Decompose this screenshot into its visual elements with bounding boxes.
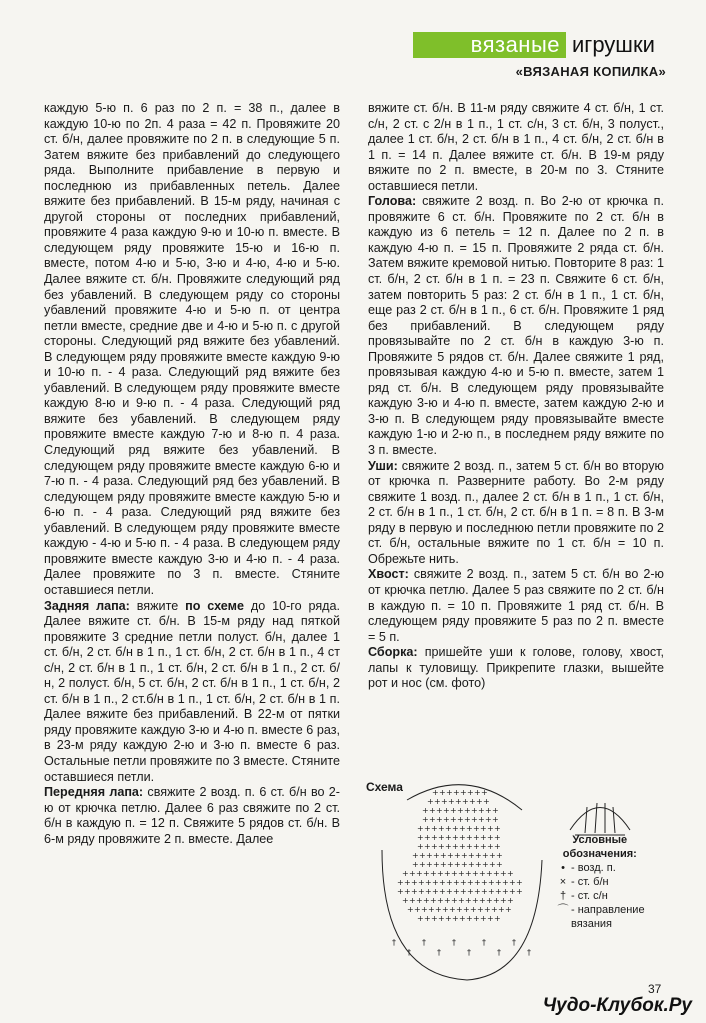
- stitch-mark: +: [453, 878, 460, 887]
- stitch-mark: +: [471, 806, 478, 815]
- stitch-mark: †: [512, 938, 516, 947]
- stitch-mark: +: [448, 797, 455, 806]
- stitch-mark: +: [473, 914, 480, 923]
- stitch-mark: +: [439, 788, 446, 797]
- stitch-mark: +: [484, 905, 491, 914]
- stitch-mark: +: [469, 797, 476, 806]
- stitch-mark: †: [437, 948, 441, 957]
- stitch-mark: +: [494, 833, 501, 842]
- stitch-mark: +: [424, 824, 431, 833]
- stitch-mark: †: [497, 948, 501, 957]
- stitch-mark: +: [446, 878, 453, 887]
- stitch-mark: +: [466, 833, 473, 842]
- stitch-mark: +: [439, 878, 446, 887]
- stitch-mark: +: [485, 815, 492, 824]
- stitch-mark: +: [397, 887, 404, 896]
- stitch-mark: +: [445, 914, 452, 923]
- stitch-mark: +: [507, 869, 514, 878]
- paragraph-back-paw: [44, 599, 340, 786]
- stitch-mark: +: [487, 833, 494, 842]
- stitch-mark: +: [402, 869, 409, 878]
- stitch-mark: +: [498, 905, 505, 914]
- stitch-mark: †: [407, 948, 411, 957]
- stitch-mark: +: [412, 860, 419, 869]
- stitch-mark: +: [404, 878, 411, 887]
- stitch-mark: +: [429, 806, 436, 815]
- stitch-mark: +: [417, 833, 424, 842]
- section-header-left: вязаные: [413, 32, 566, 58]
- front-paw-label: Передняя лапа:: [44, 785, 144, 800]
- stitch-mark: +: [476, 797, 483, 806]
- stitch-mark: +: [439, 887, 446, 896]
- stitch-mark: +: [451, 869, 458, 878]
- stitch-mark: +: [486, 869, 493, 878]
- stitch-mark: +: [454, 851, 461, 860]
- paragraph-front-paw: [44, 785, 340, 847]
- stitch-mark: +: [412, 851, 419, 860]
- stitch-mark: +: [426, 860, 433, 869]
- scheme-legend: [555, 833, 645, 931]
- stitch-mark: +: [431, 914, 438, 923]
- stitch-mark: +: [479, 869, 486, 878]
- stitch-mark: †: [452, 938, 456, 947]
- stitch-mark: +: [453, 887, 460, 896]
- stitch-mark: +: [417, 842, 424, 851]
- stitch-mark: +: [447, 851, 454, 860]
- direction-arrow-icon: ⌒: [557, 904, 569, 916]
- stitch-mark: +: [422, 815, 429, 824]
- stitch-mark: +: [495, 887, 502, 896]
- stitch-mark: +: [438, 824, 445, 833]
- stitch-mark: +: [440, 851, 447, 860]
- stitch-mark: +: [441, 797, 448, 806]
- stitch-mark: +: [473, 842, 480, 851]
- stitch-mark: +: [465, 896, 472, 905]
- stitch-mark: +: [451, 896, 458, 905]
- stitch-mark: +: [431, 842, 438, 851]
- front-paw-text: свяжите 2 возд. п. 6 ст. б/н во 2-ю от крючка петлю. Далее 6 раз свяжите по 2 ст. б/н в каждую п. = 12 п. Свяжите 5 рядов ст. б/н. В 6-м ряду провяжите 2 п. вместе. Далее: [44, 785, 341, 846]
- stitch-mark: +: [473, 824, 480, 833]
- legend-row-chain: [555, 861, 645, 875]
- stitch-mark: +: [450, 806, 457, 815]
- stitch-mark: +: [507, 896, 514, 905]
- stitch-mark: +: [430, 896, 437, 905]
- stitch-mark: +: [487, 842, 494, 851]
- stitch-mark: +: [409, 896, 416, 905]
- stitch-mark: +: [463, 905, 470, 914]
- stitch-mark: +: [489, 851, 496, 860]
- stitch-mark: +: [437, 896, 444, 905]
- stitch-mark: +: [446, 788, 453, 797]
- stitch-mark: +: [397, 878, 404, 887]
- stitch-mark: +: [438, 914, 445, 923]
- stitch-mark: +: [456, 905, 463, 914]
- stitch-mark: +: [433, 860, 440, 869]
- legend-row-direction: [555, 903, 645, 917]
- stitch-mark: +: [433, 851, 440, 860]
- assembly-text: пришейте уши к голове, голову, хвост, лапы к туловищу. Прикрепите глазки, вышейте рот и нос (см. фото): [368, 645, 664, 691]
- stitch-mark: +: [461, 851, 468, 860]
- stitch-mark: +: [516, 878, 523, 887]
- stitch-mark: +: [488, 887, 495, 896]
- stitch-mark: +: [458, 869, 465, 878]
- stitch-mark: +: [447, 860, 454, 869]
- stitch-mark: +: [475, 851, 482, 860]
- stitch-mark: +: [471, 815, 478, 824]
- stitch-mark: †: [527, 948, 531, 957]
- stitch-mark: +: [474, 878, 481, 887]
- stitch-mark: +: [417, 914, 424, 923]
- stitch-mark: +: [436, 806, 443, 815]
- double-crochet-icon: †: [559, 890, 567, 902]
- stitch-mark: +: [445, 833, 452, 842]
- stitch-mark: +: [496, 860, 503, 869]
- stitch-mark: +: [438, 842, 445, 851]
- stitch-mark: +: [459, 833, 466, 842]
- stitch-mark: +: [428, 905, 435, 914]
- stitch-mark: +: [489, 860, 496, 869]
- paragraph-tail: [368, 567, 664, 645]
- stitch-mark: +: [500, 896, 507, 905]
- stitch-mark: +: [495, 878, 502, 887]
- stitch-mark: +: [423, 869, 430, 878]
- stitch-mark: +: [422, 806, 429, 815]
- stitch-mark: +: [472, 869, 479, 878]
- stitch-mark: +: [464, 806, 471, 815]
- stitch-mark: +: [494, 824, 501, 833]
- legend-row-sc: [555, 875, 645, 889]
- stitch-mark: +: [481, 887, 488, 896]
- stitch-mark: +: [431, 824, 438, 833]
- stitch-mark: +: [460, 887, 467, 896]
- paragraph-front-paw-continued: вяжите ст. б/н. В 11-м ряду свяжите 4 ст. б/н, 1 ст. с/н, 2 ст. с 2/н в 1 п., 1 ст. с/н, 3 ст. б/н, 3 полуст., далее 1 ст. б/н, 2 ст. б/н в 1 п., 4 ст. б/н, 2 ст. б/н в 1 п. = 14 п. Далее вяжите ст. б/н. В 19-м ряду вяжите по 2 п. вместе, в 20-м по 3. Стяните оставшиеся петли.: [368, 101, 664, 193]
- stitch-mark: +: [416, 869, 423, 878]
- stitch-mark: †: [482, 938, 486, 947]
- stitch-mark: +: [402, 896, 409, 905]
- paragraph-head: [368, 194, 664, 458]
- stitch-mark: +: [440, 860, 447, 869]
- stitch-mark: +: [500, 869, 507, 878]
- stitch-mark: +: [457, 806, 464, 815]
- stitch-mark: +: [411, 887, 418, 896]
- stitch-mark: +: [443, 815, 450, 824]
- stitch-mark: +: [442, 905, 449, 914]
- stitch-mark: +: [414, 905, 421, 914]
- stitch-mark: +: [445, 842, 452, 851]
- stitch-mark: +: [429, 815, 436, 824]
- legend-text-dc: - ст. с/н: [571, 890, 608, 902]
- stitch-mark: +: [467, 887, 474, 896]
- stitch-mark: +: [480, 914, 487, 923]
- stitch-mark: +: [432, 887, 439, 896]
- stitch-mark: +: [485, 806, 492, 815]
- stitch-mark: +: [488, 878, 495, 887]
- stitch-mark: +: [496, 851, 503, 860]
- stitch-mark: +: [427, 797, 434, 806]
- stitch-mark: +: [458, 896, 465, 905]
- head-label: Голова:: [368, 194, 417, 209]
- assembly-label: Сборка:: [368, 645, 418, 660]
- stitch-mark: +: [494, 914, 501, 923]
- legend-text-direction-2: вязания: [571, 918, 613, 930]
- stitch-mark: +: [418, 887, 425, 896]
- stitch-mark: +: [425, 878, 432, 887]
- stitch-mark: +: [430, 869, 437, 878]
- chain-stitch-icon: •: [561, 862, 565, 874]
- legend-title-1: Условные: [572, 834, 628, 846]
- stitch-mark: +: [478, 806, 485, 815]
- stitch-mark: +: [477, 905, 484, 914]
- legend-text-chain: - возд. п.: [571, 862, 616, 874]
- stitch-mark: +: [492, 806, 499, 815]
- stitch-mark: +: [461, 860, 468, 869]
- stitch-mark: +: [494, 842, 501, 851]
- stitch-mark: +: [473, 833, 480, 842]
- text-column-right: [368, 101, 664, 692]
- stitch-mark: †: [392, 938, 396, 947]
- scheme-label: Схема: [366, 780, 403, 794]
- stitch-mark: +: [431, 833, 438, 842]
- stitch-mark: +: [424, 914, 431, 923]
- stitch-mark: +: [450, 815, 457, 824]
- text-column-left: [44, 101, 340, 847]
- stitch-mark: +: [459, 842, 466, 851]
- stitch-mark: +: [454, 860, 461, 869]
- stitch-mark: +: [438, 833, 445, 842]
- stitch-mark: +: [466, 842, 473, 851]
- stitch-mark: +: [516, 887, 523, 896]
- ears-label: Уши:: [368, 458, 398, 473]
- stitch-mark: +: [460, 788, 467, 797]
- stitch-mark: +: [409, 869, 416, 878]
- tail-label: Хвост:: [368, 567, 409, 582]
- stitch-mark: +: [432, 878, 439, 887]
- stitch-mark: +: [455, 797, 462, 806]
- stitch-mark: +: [493, 896, 500, 905]
- legend-row-dc: [555, 889, 645, 903]
- stitch-mark: +: [509, 878, 516, 887]
- tail-text: свяжите 2 возд. п., затем 5 ст. б/н во 2-ю от крючка петлю. Далее 5 раз свяжите по 2 ст. б/н в каждую п. = 10 п. Провяжите 1 ряд ст. б/н. В следующем ряду провяжите 5 раз по 2 п. вместе = 5 п.: [368, 567, 664, 644]
- stitch-mark: +: [404, 887, 411, 896]
- paragraph-ears: [368, 459, 664, 568]
- stitch-mark: +: [453, 788, 460, 797]
- stitch-mark: +: [452, 833, 459, 842]
- stitch-mark: +: [475, 860, 482, 869]
- stitch-mark: +: [482, 860, 489, 869]
- stitch-mark: +: [474, 788, 481, 797]
- stitch-mark: +: [470, 905, 477, 914]
- stitch-mark: +: [480, 842, 487, 851]
- section-header: [413, 32, 706, 58]
- stitch-mark: +: [426, 851, 433, 860]
- stitch-mark: +: [466, 914, 473, 923]
- stitch-mark: +: [443, 806, 450, 815]
- back-paw-text-a: вяжите: [129, 598, 186, 613]
- back-paw-scheme-ref: по схеме: [185, 598, 244, 613]
- stitch-mark: +: [449, 905, 456, 914]
- stitch-mark: +: [424, 833, 431, 842]
- head-text: свяжите 2 возд. п. Во 2-ю от крючка п. провяжите 6 ст. б/н. Провяжите по 2 ст. б/н в каждую из 6 петель = 12 п. Далее по 2 п. в каждую 4-ю п. = 15 п. Провяжите 2 ряда ст. б/н. Затем вяжите кремовой нитью. Повторите 8 раз: 1 ст. б/н, 2 ст. б/н в 1 п. = 23 п. Свяжите 6 ст. б/н, затем повторить 5 раз: 2 ст. б/н в 1 п., 1 ст. б/н, еще раз 2 ст. б/н в 1 п., 6 ст. б/н. Провяжите 1 ряд без прибавлений. В следующем ряду провязывайте по 2 ст. б/н в каждую 3-ю п. Провяжите 5 рядов ст. б/н. Далее свяжите 1 ряд, провязывая каждую 4-ю и 5-ю п. вместе, затем 1 ряд ст. б/н. В следующем ряду провязывайте каждую 3-ю и 4-ю п. вместе, затем каждую 2-ю и 3-ю п. В следующем ряду провязывайте вместе каждую 1-ю и 2-ю п., в последнем ряду вяжите по 3 п. вместе.: [368, 194, 664, 458]
- stitch-mark: +: [462, 797, 469, 806]
- stitch-mark: +: [467, 788, 474, 797]
- stitch-mark: +: [416, 896, 423, 905]
- legend-text-direction: - направление: [571, 904, 645, 916]
- stitch-mark: +: [419, 860, 426, 869]
- stitch-mark: +: [493, 869, 500, 878]
- stitch-mark: +: [487, 824, 494, 833]
- back-paw-text-b: до 10-го ряда. Далее вяжите ст. б/н. В 15-м ряду над пяткой провяжите 3 средние петли полуст. б/н, далее 1 ст. б/н, 2 ст. б/н в 1 п., 1 ст. б/н, 2 ст. б/н в 1 п., 4 ст с/н, 2 ст. б/н в 1 п., 1 ст. б/н, 2 ст. б/н в 1 п., 2 ст. б/н, 2 полуст. б/н, 5 ст. б/н, 2 ст. б/н в 1 п., 1 ст. б/н, 2 ст. б/н в 1 п., 2 ст.б/н в 1 п., 1 ст. б/н, 2 ст. б/н в 1 п. Далее вяжите без прибавлений. В 22-м от пятки ряду провяжите каждую 3-ю и 4-ю п. вместе 6 раз, в 23-м ряду каждую 2-ю и 3-ю п. вместе 6 раз. Остальные петли провяжите по 3 вместе. Стяните оставшиеся петли.: [44, 598, 340, 784]
- stitch-mark: +: [480, 824, 487, 833]
- stitch-mark: +: [437, 869, 444, 878]
- legend-title-2: обозначения:: [562, 848, 637, 860]
- stitch-mark: +: [472, 896, 479, 905]
- stitch-mark: +: [445, 824, 452, 833]
- legend-text-sc: - ст. б/н: [571, 876, 609, 888]
- stitch-mark: +: [464, 815, 471, 824]
- stitch-mark: +: [418, 878, 425, 887]
- stitch-mark: +: [502, 878, 509, 887]
- stitch-mark: +: [478, 815, 485, 824]
- stitch-mark: +: [452, 842, 459, 851]
- stitch-mark: +: [502, 887, 509, 896]
- stitch-mark: +: [491, 905, 498, 914]
- page-number: 37: [648, 982, 662, 996]
- section-header-right: игрушки: [572, 32, 655, 57]
- stitch-mark: +: [486, 896, 493, 905]
- stitch-mark: +: [419, 851, 426, 860]
- stitch-mark: +: [435, 905, 442, 914]
- stitch-mark: +: [411, 878, 418, 887]
- stitch-mark: +: [421, 905, 428, 914]
- stitch-mark: +: [480, 833, 487, 842]
- stitch-mark: +: [407, 905, 414, 914]
- stitch-mark: +: [466, 824, 473, 833]
- stitch-mark: +: [505, 905, 512, 914]
- stitch-mark: +: [482, 851, 489, 860]
- stitch-mark: +: [446, 887, 453, 896]
- stitch-mark: +: [483, 797, 490, 806]
- stitch-mark: +: [452, 914, 459, 923]
- single-crochet-icon: ×: [559, 876, 567, 888]
- stitch-mark: +: [425, 887, 432, 896]
- stitch-mark: +: [474, 887, 481, 896]
- stitch-mark: +: [432, 788, 439, 797]
- stitch-mark: +: [468, 860, 475, 869]
- stitch-mark: +: [436, 815, 443, 824]
- stitch-mark: +: [459, 824, 466, 833]
- article-subtitle: «ВЯЗАНАЯ КОПИЛКА»: [515, 64, 666, 79]
- stitch-mark: +: [509, 887, 516, 896]
- stitch-mark: +: [423, 896, 430, 905]
- stitch-mark: +: [417, 824, 424, 833]
- crochet-scheme-diagram: [372, 770, 552, 985]
- stitch-mark: +: [424, 842, 431, 851]
- stitch-mark: +: [481, 878, 488, 887]
- stitch-mark: +: [459, 914, 466, 923]
- site-watermark: Чудо-Клубок.Ру: [542, 995, 692, 1016]
- paragraph-assembly: [368, 645, 664, 692]
- stitch-mark: +: [460, 878, 467, 887]
- stitch-mark: +: [457, 815, 464, 824]
- stitch-mark: +: [479, 896, 486, 905]
- stitch-mark: +: [465, 869, 472, 878]
- stitch-mark: +: [492, 815, 499, 824]
- stitch-mark: +: [487, 914, 494, 923]
- stitch-mark: +: [452, 824, 459, 833]
- back-paw-label: Задняя лапа:: [44, 598, 130, 613]
- stitch-mark: +: [481, 788, 488, 797]
- stitch-mark: †: [422, 938, 426, 947]
- stitch-mark: +: [434, 797, 441, 806]
- stitch-mark: +: [467, 878, 474, 887]
- paragraph-body-continued: каждую 5-ю п. 6 раз по 2 п. = 38 п., далее в каждую 10-ю по 2п. 4 раза = 42 п. Провяжите 20 ст. б/н, далее провяжите по 2 п. в следующие 5 п. Затем вяжите без прибавлений до следующего ряда. Выполните прибавление в первую и последнюю из прибавленных петель. Далее вяжите без прибавлений. В 15-м ряду, начиная с другой стороны от последних прибавлений, провяжите 4 раза каждую 9-ю и 10-ю п. вместе. В следующем ряду провяжите 15-ю и 16-ю п. вместе, потом 4-ю и 5-ю, 3-ю и 4-ю, 4-ю и 5-ю. Далее вяжите ст. б/н. Провяжите следующий ряд без убавлений. В следующем ряду со стороны убавлений провяжите 4-ю и 5-ю п. от центра петли вместе, средние две и 4-ю и 5-ю п. с другой стороны. Следующий ряд вяжите без убавлений. В следующем ряду провяжите вместе каждую 9-ю и 10-ю п. - 4 раза. Следующий ряд вяжите без убавлений. В следующем ряду провяжите вместе каждую 8-ю и 9-ю п. - 4 раза. Следующий ряд вяжите без убавлений. В следующем ряду провяжите вместе каждую 7-ю и 8-ю п. 4 раза. Следующий ряд вяжите без убавлений. В следующем ряду провяжите вместе каждую 6-ю и 7-ю п. - 4 раза. Следующий ряд без убавлений. В следующем ряду провяжите вместе каждую 5-ю и 6-ю п. - 4 раза. Следующий ряд вяжите без убавлений. В следующем ряду провяжите вместе каждую - 4-ю и 5-ю п. - 4 раза. В следующем ряду провяжите вместе каждую 3-ю и 4-ю п. - 4 раза. Далее провяжите по 3 п. вместе. Стяните оставшиеся петли.: [44, 101, 340, 597]
- stitch-mark: +: [468, 851, 475, 860]
- ears-text: свяжите 2 возд. п., затем 5 ст. б/н во вторую от крючка п. Разверните работу. Во 2-м ряду свяжите 1 возд. п., далее 2 ст. б/н в 1 п., 1 ст. б/н, 2 ст. б/н в 1 п., 1 ст. б/н, 2 ст. б/н в 1 п. = 8 п. В 3-м ряду в первую и последнюю петли провяжите по 2 ст. б/н, остальные вяжите по 1 ст. б/н = 10 п. Обрежьте нить.: [368, 458, 664, 566]
- stitch-mark: +: [444, 869, 451, 878]
- stitch-mark: †: [467, 948, 471, 957]
- stitch-mark: +: [444, 896, 451, 905]
